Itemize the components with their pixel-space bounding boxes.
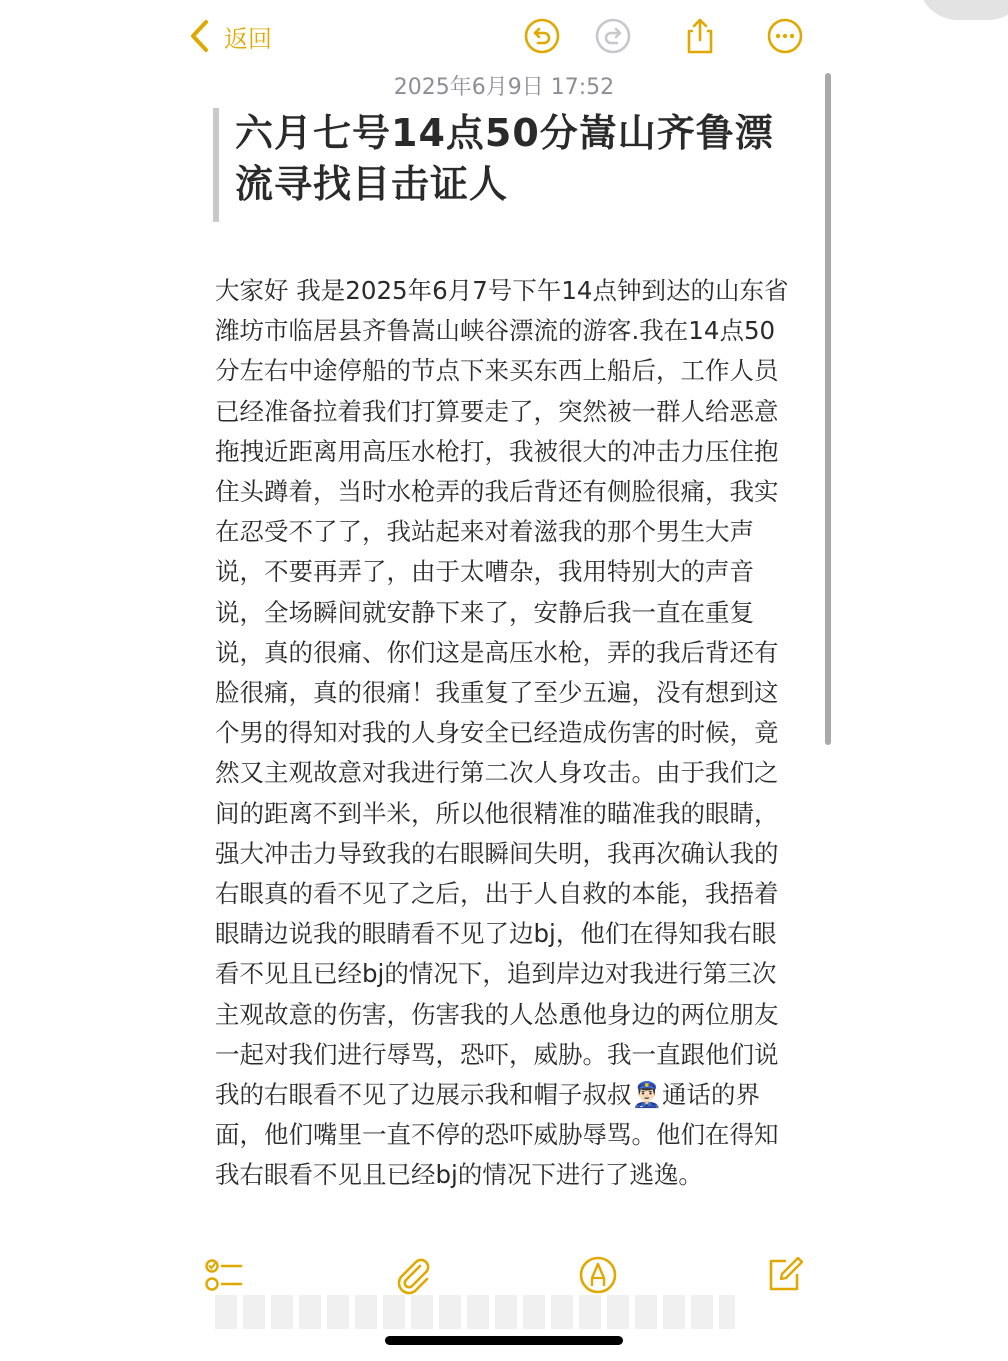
- share-button[interactable]: [680, 16, 720, 56]
- more-button[interactable]: [765, 16, 805, 56]
- note-title[interactable]: 六月七号14点50分嵩山齐鲁漂流寻找目击证人: [235, 111, 774, 206]
- markup-pen-icon: [575, 1252, 621, 1298]
- markup-button[interactable]: [575, 1252, 621, 1298]
- checklist-icon: [201, 1252, 247, 1298]
- paperclip-icon: [390, 1252, 436, 1298]
- note-title-block: [213, 108, 793, 222]
- scrolled-text-ghost: [215, 1295, 735, 1329]
- undo-icon: [522, 16, 562, 56]
- redo-button[interactable]: [593, 16, 633, 56]
- back-button[interactable]: [188, 18, 272, 54]
- back-label: 返回: [224, 24, 272, 53]
- redo-icon: [593, 16, 633, 56]
- scrollbar[interactable]: [825, 73, 831, 745]
- undo-button[interactable]: [522, 16, 562, 56]
- note-body[interactable]: 大家好 我是2025年6月7号下午14点钟到达的山东省潍坊市临居县齐鲁嵩山峡谷漂流的游客.我在14点50分左右中途停船的节点下来买东西上船后，工作人员已经准备拉着我们打算要走了，突然被一群人给恶意拖拽近距离用高压水枪打，我被很大的冲击力压住抱住头蹲着，当时水枪弄的我后背还有侧脸很痛，我实在忍受不了了，我站起来对着滋我的那个男生大声说，不要再弄了，由于太嘈杂，我用特别大的声音说，全场瞬间就安静下来了，安静后我一直在重复说，真的很痛、你们这是高压水枪，弄的我后背还有脸很痛，真的很痛！我重复了至少五遍，没有想到这个男的得知对我的人身安全已经造成伤害的时候，竟然又主观故意对我进行第二次人身攻击。由于我们之间的距离不到半米，所以他很精准的瞄准我的眼睛，强大冲击力导致我的右眼瞬间失明，我再次确认我的右眼真的看不见了之后，出于人自救的本能，我捂着眼睛边说我的眼睛看不见了边bj，他们在得知我右眼看不见且已经bj的情况下，追到岸边对我进行第三次主观故意的伤害，伤害我的人怂恿他身边的两位朋友一起对我们进行辱骂，恐吓，威胁。我一直跟他们说我的右眼看不见了边展示我和帽子叔叔👮🏻‍♂️通话的界面，他们嘴里一直不停的恐吓威胁辱骂。他们在得知我右眼看不见且已经bj的情况下进行了逃逸。: [215, 276, 789, 1190]
- more-icon: [765, 16, 805, 56]
- attachment-button[interactable]: [390, 1252, 436, 1298]
- home-indicator[interactable]: [385, 1336, 623, 1345]
- compose-button[interactable]: [762, 1252, 808, 1298]
- chevron-left-icon: [188, 19, 212, 53]
- compose-icon: [762, 1252, 808, 1298]
- share-icon: [680, 16, 720, 56]
- nav-bar: [0, 0, 1008, 72]
- checklist-button[interactable]: [201, 1252, 247, 1298]
- note-date: 2025年6月9日 17:52: [393, 75, 615, 100]
